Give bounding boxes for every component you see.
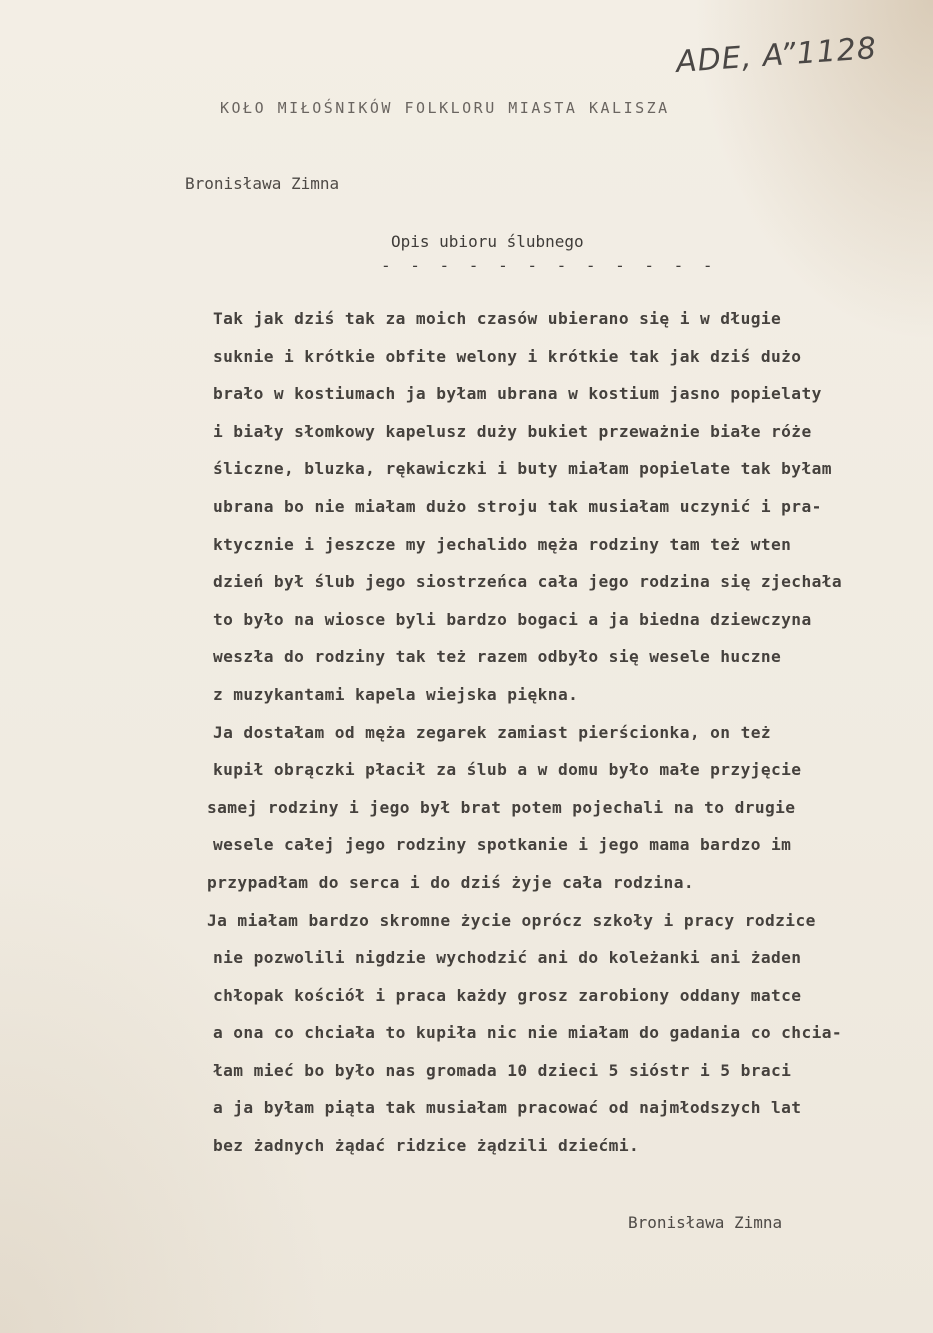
body-line: ktycznie i jeszcze my jechalido męża rodziny tam też wten <box>213 534 792 554</box>
organization-header: KOŁO MIŁOŚNIKÓW FOLKLORU MIASTA KALISZA <box>220 99 670 117</box>
body-line: śliczne, bluzka, rękawiczki i buty miałam popielate tak byłam <box>213 459 832 479</box>
body-line: kupił obrączki płacił za ślub a w domu było małe przyjęcie <box>213 760 802 780</box>
body-line: suknie i krótkie obfite welony i krótkie tak jak dziś dużo <box>213 346 802 366</box>
body-line: chłopak kościół i praca każdy grosz zarobiony oddany matce <box>213 985 802 1005</box>
body-line: nie pozwolili nigdzie wychodzić ani do koleżanki ani żaden <box>213 948 802 968</box>
body-line: przypadłam do serca i do dziś żyje cała rodzina. <box>207 872 694 892</box>
body-line: wesele całej jego rodziny spotkanie i jego mama bardzo im <box>213 835 792 855</box>
title-underline: - - - - - - - - - - - - <box>381 256 718 275</box>
signature-name: Bronisława Zimna <box>628 1213 783 1232</box>
body-line: samej rodziny i jego był brat potem pojechali na to drugie <box>207 797 796 817</box>
body-line: Tak jak dziś tak za moich czasów ubierano się i w długie <box>213 309 782 328</box>
body-line: Ja miałam bardzo skromne życie oprócz szkoły i pracy rodzice <box>207 910 816 930</box>
body-line: Ja dostałam od męża zegarek zamiast pierścionka, on też <box>213 722 772 742</box>
body-line: a ona co chciała to kupiła nic nie miałam do gadania co chcia- <box>213 1023 843 1043</box>
archive-signature-mark: ADE, A”1128 <box>675 31 879 80</box>
body-line: dzień był ślub jego siostrzeńca cała jego rodzina się zjechała <box>213 572 843 592</box>
body-text <box>207 300 928 1165</box>
body-line: i biały słomkowy kapelusz duży bukiet przeważnie białe róże <box>213 421 812 441</box>
author-name: Bronisława Zimna <box>185 174 340 193</box>
body-line: brało w kostiumach ja byłam ubrana w kostium jasno popielaty <box>213 384 822 404</box>
body-line: a ja byłam piąta tak musiałam pracować od najmłodszych lat <box>213 1098 802 1118</box>
body-line: łam mieć bo było nas gromada 10 dzieci 5 sióstr i 5 braci <box>213 1060 792 1080</box>
body-line: weszła do rodziny tak też razem odbyło się wesele huczne <box>213 647 782 667</box>
body-line: z muzykantami kapela wiejska piękna. <box>213 684 579 704</box>
body-line: bez żadnych żądać ridzice żądzili dziećmi. <box>213 1136 640 1156</box>
body-line: to było na wiosce byli bardzo bogaci a ja biedna dziewczyna <box>213 609 812 629</box>
body-line: ubrana bo nie miałam dużo stroju tak musiałam uczynić i pra- <box>213 496 822 516</box>
document-title: Opis ubioru ślubnego <box>391 232 584 251</box>
